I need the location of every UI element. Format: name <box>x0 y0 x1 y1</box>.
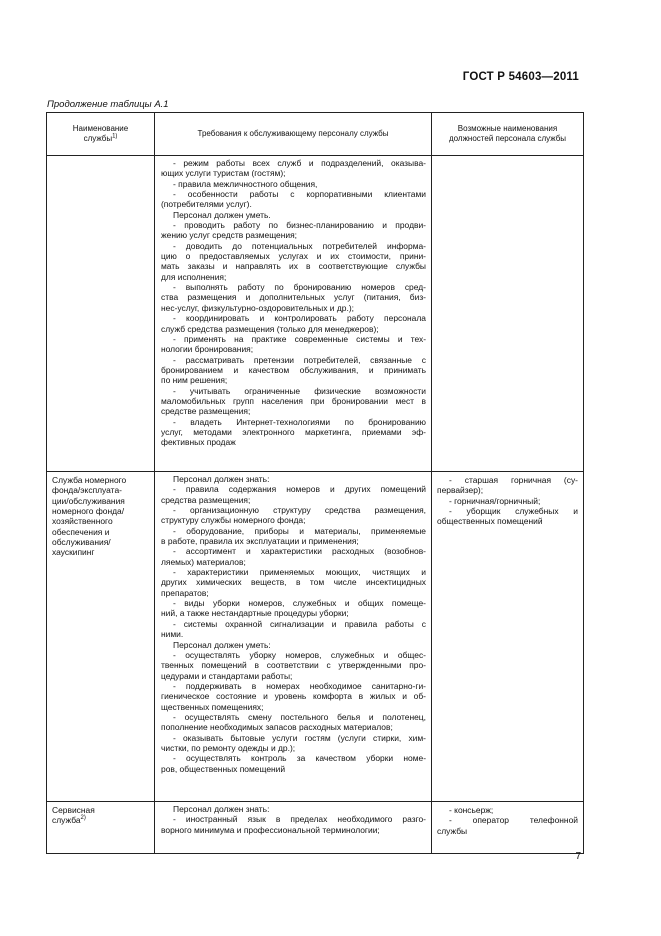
cell-line: - ассортимент и характеристики расходных (возобнов- <box>173 546 426 557</box>
header-word: службы <box>83 134 113 143</box>
cell-line: - правила содержания номеров и других помещений <box>173 484 426 495</box>
cell-line: - применять на практике современные системы и тех- <box>173 333 426 344</box>
cell-line: бронированием и качеством обслуживания, и принимать <box>161 364 426 375</box>
cell-line: твенных помещений в соответствии с утвержденными про- <box>161 660 426 671</box>
cell-line: Персонал должен знать: <box>173 474 270 484</box>
cell-line: маломобильных групп населения при бронировании мест в <box>161 395 426 406</box>
cell-line: - оказывать бытовые услуги гостям (услуги стирки, хим- <box>173 732 426 743</box>
cell-line: препаратов; <box>161 587 209 598</box>
cell-line: - выполнять работу по бронированию номеров сред- <box>173 282 426 293</box>
cell-line: - характеристики применяемых моющих, чистящих и <box>173 567 426 578</box>
cell-line: ляемых) материалов; <box>161 556 246 567</box>
table-row <box>47 802 584 854</box>
cell-line: обслуживания/ <box>52 537 111 548</box>
page-number: 7 <box>575 851 581 862</box>
cell-line: - режим работы всех служб и подразделений, оказыва- <box>173 158 426 168</box>
header-line: Возможные наименования <box>457 124 558 133</box>
document-standard-number: ГОСТ Р 54603—2011 <box>462 71 579 83</box>
cell-line: ворного минимума и профессиональной терминологии; <box>161 824 380 835</box>
cell-line: услуг, методами электронного маркетинга, приемами эф- <box>161 426 426 437</box>
cell-line: - старшая горничная (су- <box>449 475 578 485</box>
service-name-cell <box>47 156 155 472</box>
requirements-table <box>46 112 584 854</box>
cell-line: Сервисная <box>52 805 95 815</box>
requirements-cell <box>155 802 432 854</box>
positions-cell <box>432 156 584 472</box>
cell-line: Персонал должен знать: <box>173 804 270 814</box>
cell-line: нологии бронирования; <box>161 344 254 355</box>
positions-cell <box>432 472 584 802</box>
cell-line: цедурами и стандартами работы; <box>161 670 293 681</box>
cell-text: служба <box>52 815 81 826</box>
cell-line: хаускипинг <box>52 547 95 558</box>
service-name-cell <box>47 472 155 802</box>
cell-line <box>52 815 150 825</box>
cell-line: ющих услуги туристам (гостям); <box>161 168 286 179</box>
column-header-service-name <box>47 113 155 156</box>
table-header-row <box>47 113 584 156</box>
cell-line: фонда/эксплуата- <box>52 485 122 496</box>
cell-line: других химических веществ, в том числе инсектицидных <box>161 577 426 588</box>
column-header-requirements: Требования к обслуживающему персоналу службы <box>155 113 432 156</box>
cell-line: (потребителями услуг). <box>161 199 252 210</box>
header-line <box>47 134 154 144</box>
table-row <box>47 156 584 472</box>
cell-line: - поддерживать в номерах необходимое санитарно-ги- <box>173 680 426 691</box>
cell-line: - осуществлять смену постельного белья и полотенец, <box>173 711 426 722</box>
cell-line: для исполнения; <box>161 271 227 282</box>
cell-line: в работе, правила их эксплуатации и применения; <box>161 536 359 547</box>
cell-line: - виды уборки номеров, служебных и общих помеще- <box>173 598 426 609</box>
cell-line: - горничная/горничный; <box>449 495 541 506</box>
footnote-mark: 1) <box>112 133 118 140</box>
cell-line: - рассматривать претензии потребителей, связанные с <box>173 354 426 365</box>
cell-line: Персонал должен уметь. <box>173 209 271 220</box>
cell-line: цию о предоставляемых услугах и их стоимости, прини- <box>161 251 426 262</box>
cell-line: жению услуг средств размещения; <box>161 230 298 241</box>
footnote-mark: 2) <box>80 815 86 822</box>
requirements-cell <box>155 472 432 802</box>
cell-line: - учитывать ограниченные физические возможности <box>173 385 426 396</box>
cell-line: Служба номерного <box>52 475 127 485</box>
cell-line: фективных продаж <box>161 437 236 448</box>
cell-line: - уборщик служебных и <box>449 506 578 517</box>
cell-line: по ним решения; <box>161 375 228 386</box>
cell-line: Персонал должен уметь: <box>173 639 271 650</box>
cell-line: - организационную структуру средства размещения, <box>173 505 426 516</box>
cell-line: служб средства размещения (только для менеджеров); <box>161 323 379 334</box>
cell-line: - иностранный язык в пределах необходимого разго- <box>173 814 426 825</box>
cell-line: - координировать и контролировать работу персонала <box>173 313 426 324</box>
cell-line: структуру службы номерного фонда; <box>161 515 306 526</box>
header-line: должностей персонала службы <box>448 134 567 143</box>
table-row <box>47 472 584 802</box>
cell-line: ции/обслуживания <box>52 495 125 506</box>
cell-line: мать заказы и направлять их в соответствующие службы <box>161 261 426 272</box>
cell-line: хозяйственного <box>52 516 113 527</box>
cell-line: общественных помещений <box>437 516 543 527</box>
cell-line: средстве размещения; <box>161 406 251 417</box>
cell-line: - владеть Интернет-технологиями по бронированию <box>173 416 426 427</box>
cell-line: обеспечения и <box>52 526 110 537</box>
header-line: Наименование <box>72 124 129 133</box>
cell-line: - осуществлять контроль за качеством уборки номе- <box>173 753 426 764</box>
cell-line: чистки, по ремонту одежды и др.); <box>161 742 296 753</box>
cell-line: номерного фонда/ <box>52 506 125 517</box>
cell-line: - правила межличностного общения, <box>173 178 318 189</box>
cell-line: - системы охранной сигнализации и правила работы с <box>173 618 426 629</box>
cell-line: пополнение необходимых запасов расходных материалов; <box>161 722 393 733</box>
cell-line: - проводить работу по бизнес-планированию и продви- <box>173 220 426 231</box>
cell-line: ства размещения и дополнительных услуг (питания, биз- <box>161 292 426 303</box>
cell-line: нес-услуг, физкультурно-оздоровительных и др.); <box>161 302 354 313</box>
cell-line: - особенности работы с корпоративными клиентами <box>173 189 426 200</box>
positions-cell <box>432 802 584 854</box>
cell-line: - осуществлять уборку номеров, служебных и общес- <box>173 649 426 660</box>
cell-line: щественных помещениях; <box>161 701 264 712</box>
column-header-positions <box>432 113 584 156</box>
cell-line: средства размещения; <box>161 494 251 505</box>
table-caption: Продолжение таблицы А.1 <box>47 99 169 110</box>
cell-line: ними. <box>161 629 184 640</box>
cell-line: первайзер); <box>437 485 484 496</box>
requirements-cell <box>155 156 432 472</box>
cell-line: - оператор телефонной <box>449 815 578 826</box>
service-name-cell <box>47 802 155 854</box>
cell-line: гиеническое состояние и уровень комфорта в жилых и об- <box>161 691 426 702</box>
cell-line: - консьерж; <box>449 805 494 815</box>
cell-line: - доводить до потенциальных потребителей информа- <box>173 240 426 251</box>
cell-line: ний, а также нестандартные процедуры уборки; <box>161 608 349 619</box>
cell-line: ров, общественных помещений <box>161 763 286 774</box>
cell-line: - оборудование, приборы и материалы, применяемые <box>173 525 426 536</box>
cell-line: службы <box>437 825 468 836</box>
